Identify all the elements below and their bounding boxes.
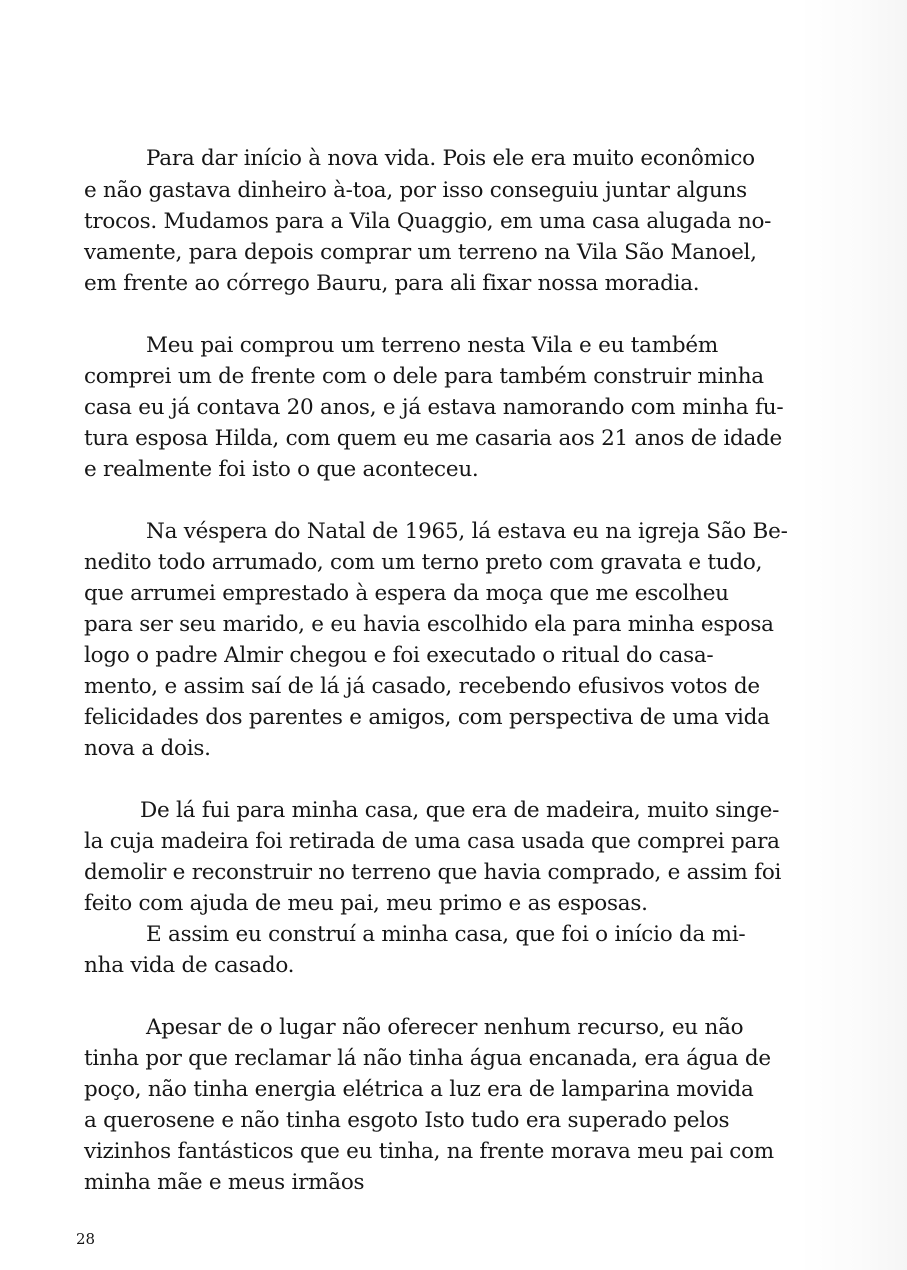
text-line: tinha por que reclamar lá não tinha água encanada, era água de [84, 1046, 771, 1071]
text-line: nedito todo arrumado, com um terno preto com gravata e tudo, [84, 550, 763, 575]
text-line: Na véspera do Natal de 1965, lá estava eu na igreja São Be- [146, 519, 788, 544]
page-edge-shadow [797, 0, 907, 1270]
text-line: felicidades dos parentes e amigos, com perspectiva de uma vida [84, 705, 770, 730]
page-number: 28 [76, 1230, 96, 1248]
text-line: para ser seu marido, e eu havia escolhido ela para minha esposa [84, 612, 774, 637]
text-line: que arrumei emprestado à espera da moça que me escolheu [84, 581, 729, 606]
text-line: poço, não tinha energia elétrica a luz era de lamparina movida [84, 1077, 754, 1102]
text-line: demolir e reconstruir no terreno que havia comprado, e assim foi [84, 860, 782, 885]
text-line: logo o padre Almir chegou e foi executado o ritual do casa- [84, 643, 714, 668]
text-line: nha vida de casado. [84, 953, 295, 978]
text-line: minha mãe e meus irmãos [84, 1170, 365, 1195]
text-line: feito com ajuda de meu pai, meu primo e as esposas. [84, 891, 648, 916]
text-line: casa eu já contava 20 anos, e já estava namorando com minha fu- [84, 395, 784, 420]
text-line: nova a dois. [84, 736, 211, 761]
text-line: tura esposa Hilda, com quem eu me casaria aos 21 anos de idade [84, 426, 783, 451]
text-line: Apesar de o lugar não oferecer nenhum recurso, eu não [146, 1015, 744, 1040]
text-line: vizinhos fantásticos que eu tinha, na frente morava meu pai com [84, 1139, 774, 1164]
text-line: e não gastava dinheiro à-toa, por isso conseguiu juntar alguns [84, 178, 747, 203]
text-line: comprei um de frente com o dele para também construir minha [84, 364, 764, 389]
text-line: trocos. Mudamos para a Vila Quaggio, em uma casa alugada no- [84, 209, 772, 234]
text-line: vamente, para depois comprar um terreno na Vila São Manoel, [84, 240, 757, 265]
text-line: em frente ao córrego Bauru, para ali fixar nossa moradia. [84, 271, 700, 296]
text-line: mento, e assim saí de lá já casado, recebendo efusivos votos de [84, 674, 760, 699]
text-line: Meu pai comprou um terreno nesta Vila e eu também [146, 333, 718, 358]
text-line: E assim eu construí a minha casa, que foi o início da mi- [146, 922, 746, 947]
text-line: Para dar início à nova vida. Pois ele era muito econômico [146, 146, 755, 171]
text-line: De lá fui para minha casa, que era de madeira, muito singe- [140, 798, 780, 823]
text-line: la cuja madeira foi retirada de uma casa usada que comprei para [84, 829, 780, 854]
text-line: e realmente foi isto o que aconteceu. [84, 457, 479, 482]
text-line: a querosene e não tinha esgoto Isto tudo era superado pelos [84, 1108, 730, 1133]
